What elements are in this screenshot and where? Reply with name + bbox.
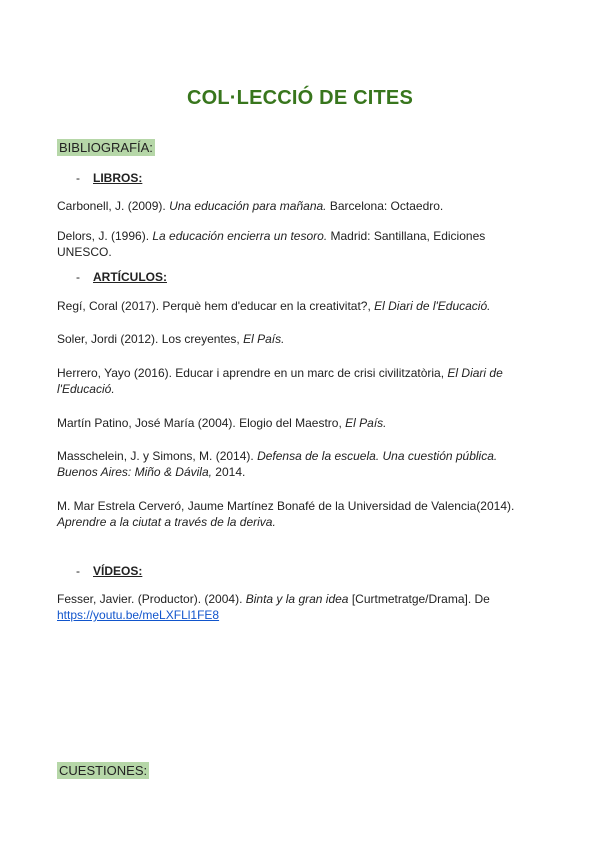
articles-subheading xyxy=(76,270,167,284)
reference-entry: M. Mar Estrela Cerveró, Jaume Martínez Bonafé de la Universidad de Valencia(2014). Aprendre a la ciutat a través de la deriva. xyxy=(57,499,515,529)
reference-entry: Fesser, Javier. (Productor). (2004). Binta y la gran idea [Curtmetratge/Drama]. De https://youtu.be/meLXFLl1FE8 xyxy=(57,592,490,622)
bullet-dash: - xyxy=(76,171,80,185)
bullet-dash: - xyxy=(76,270,80,284)
reference-entry: Martín Patino, José María (2004). Elogio del Maestro, El País. xyxy=(57,416,387,430)
reference-entry: Delors, J. (1996). La educación encierra un tesoro. Madrid: Santillana, Ediciones UNESCO. xyxy=(57,229,486,259)
video-link[interactable]: https://youtu.be/meLXFLl1FE8 xyxy=(57,608,220,622)
reference-entry: Masschelein, J. y Simons, M. (2014). Defensa de la escuela. Una cuestión pública. Buenos Aires: Miño & Dávila, 2014. xyxy=(57,449,498,479)
books-label: LIBROS: xyxy=(93,171,143,185)
reference-entry: Herrero, Yayo (2016). Educar i aprendre en un marc de crisi civilitzatòria, El Diari de l'Educació. xyxy=(57,366,503,396)
books-subheading xyxy=(76,171,142,185)
bibliography-heading: BIBLIOGRAFÍA: xyxy=(59,140,153,155)
reference-entry: Carbonell, J. (2009). Una educación para mañana. Barcelona: Octaedro. xyxy=(57,199,444,213)
bullet-dash: - xyxy=(76,564,80,578)
questions-heading: CUESTIONES: xyxy=(59,763,148,778)
videos-label: VÍDEOS: xyxy=(93,564,143,578)
reference-entry: Soler, Jordi (2012). Los creyentes, El País. xyxy=(57,332,285,346)
reference-entry: Regí, Coral (2017). Perquè hem d'educar en la creativitat?, El Diari de l'Educació. xyxy=(57,299,491,313)
videos-subheading xyxy=(76,564,142,578)
page-title: COL·LECCIÓ DE CITES xyxy=(186,87,414,109)
articles-label: ARTÍCULOS: xyxy=(93,270,167,284)
